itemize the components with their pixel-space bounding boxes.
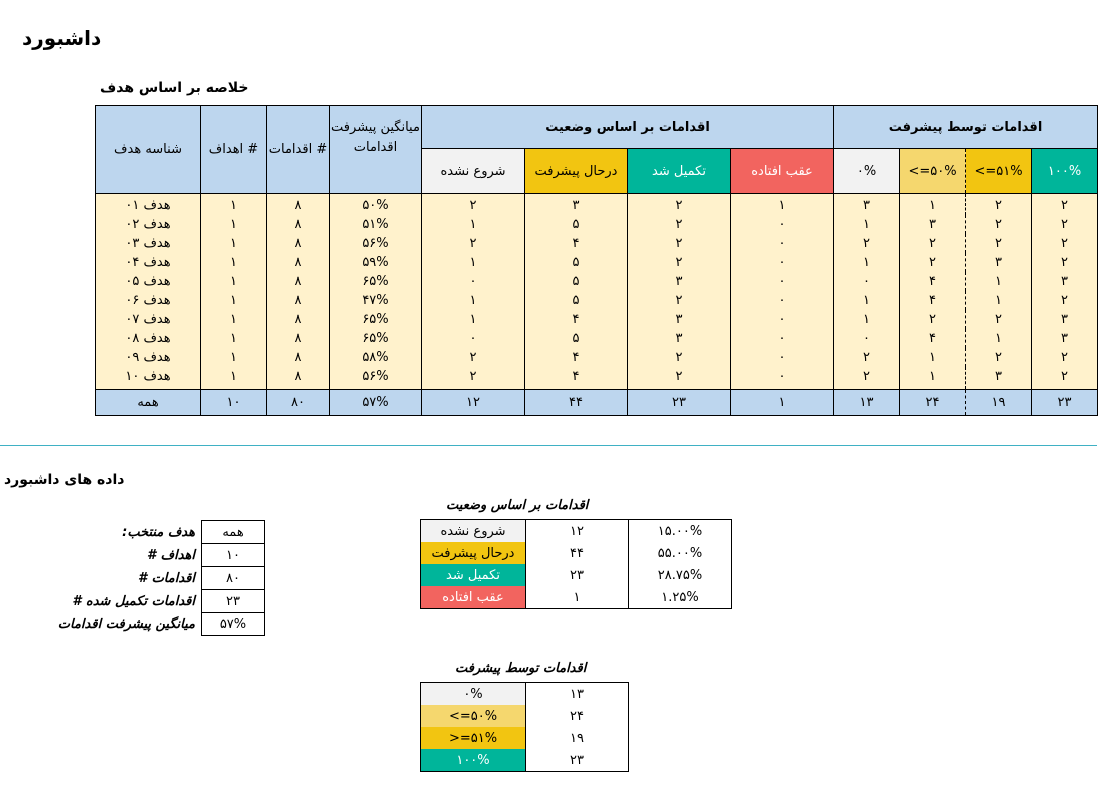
cell-avg-progress: ۴۷% bbox=[330, 291, 422, 310]
table-row bbox=[96, 215, 1098, 234]
cell-actions-count: ۸ bbox=[267, 215, 330, 234]
cell-p51: ۱ bbox=[966, 291, 1032, 310]
cell-actions-count: ۸ bbox=[267, 291, 330, 310]
cell-not-started: ۲ bbox=[422, 194, 525, 216]
cell-p50: ۴ bbox=[900, 272, 966, 291]
cell-goals-count: ۱ bbox=[201, 234, 267, 253]
cell-completed: ۲ bbox=[628, 194, 731, 216]
status-name: عقب افتاده bbox=[421, 586, 526, 609]
selection-row bbox=[43, 567, 265, 590]
goals-count-header: اهداف # bbox=[201, 106, 267, 194]
cell-avg-progress: ۶۵% bbox=[330, 272, 422, 291]
status-row bbox=[421, 520, 732, 543]
progress-row bbox=[421, 727, 629, 749]
cell-p50: ۱ bbox=[900, 367, 966, 390]
cell-p50: ۱ bbox=[900, 194, 966, 216]
status-count: ۱ bbox=[526, 586, 629, 609]
cell-p51: ۲ bbox=[966, 234, 1032, 253]
cell-goal-id: هدف ۰۷ bbox=[96, 310, 201, 329]
cell-completed: ۳ bbox=[628, 329, 731, 348]
cell-late: ۰ bbox=[731, 348, 834, 367]
cell-in-progress: ۴ bbox=[525, 310, 628, 329]
cell-p51: ۳ bbox=[966, 367, 1032, 390]
cell-late: ۱ bbox=[731, 194, 834, 216]
cell-late: ۰ bbox=[731, 310, 834, 329]
cell-p0: ۱ bbox=[834, 310, 900, 329]
status-completed-header: تکمیل شد bbox=[628, 149, 731, 194]
by-progress-header: اقدامات توسط پیشرفت bbox=[834, 106, 1098, 149]
cell-p0: ۲ bbox=[834, 348, 900, 367]
cell-p51: ۳ bbox=[966, 253, 1032, 272]
progress-51-header: <=۵۱% bbox=[966, 149, 1032, 194]
cell-completed: ۲ bbox=[628, 215, 731, 234]
summary-section-title: خلاصه بر اساس هدف bbox=[100, 80, 249, 96]
progress-count: ۲۴ bbox=[526, 705, 629, 727]
cell-p100: ۳ bbox=[1032, 310, 1098, 329]
actions-count-value: ۸۰ bbox=[202, 567, 265, 590]
table-row bbox=[96, 272, 1098, 291]
cell-goals-count: ۱ bbox=[201, 367, 267, 390]
cell-late: ۰ bbox=[731, 253, 834, 272]
cell-goals-count: ۱ bbox=[201, 310, 267, 329]
cell-late: ۰ bbox=[731, 234, 834, 253]
cell-not-started: ۲ bbox=[422, 367, 525, 390]
cell-p50: ۲ bbox=[900, 234, 966, 253]
cell-goals-count: ۱ bbox=[201, 272, 267, 291]
cell-goal-id: هدف ۰۸ bbox=[96, 329, 201, 348]
cell-in-progress: ۵ bbox=[525, 291, 628, 310]
total-p50: ۲۴ bbox=[900, 390, 966, 416]
avg-progress-value: ۵۷% bbox=[202, 613, 265, 636]
cell-goal-id: هدف ۰۲ bbox=[96, 215, 201, 234]
cell-completed: ۲ bbox=[628, 234, 731, 253]
cell-p50: ۴ bbox=[900, 291, 966, 310]
cell-in-progress: ۳ bbox=[525, 194, 628, 216]
progress-count: ۲۳ bbox=[526, 749, 629, 772]
cell-p100: ۲ bbox=[1032, 348, 1098, 367]
cell-goal-id: هدف ۰۶ bbox=[96, 291, 201, 310]
cell-p50: ۱ bbox=[900, 348, 966, 367]
cell-not-started: ۰ bbox=[422, 272, 525, 291]
cell-completed: ۲ bbox=[628, 348, 731, 367]
status-table-caption: اقدامات بر اساس وضعیت bbox=[446, 498, 589, 513]
cell-p100: ۲ bbox=[1032, 234, 1098, 253]
cell-p0: ۱ bbox=[834, 215, 900, 234]
section-divider bbox=[0, 445, 1097, 446]
total-avg: ۵۷% bbox=[330, 390, 422, 416]
actions-count-label: اقدامات # bbox=[138, 570, 195, 586]
selection-table bbox=[43, 520, 265, 636]
total-goal: همه bbox=[96, 390, 201, 416]
cell-p100: ۲ bbox=[1032, 291, 1098, 310]
cell-p50: ۲ bbox=[900, 310, 966, 329]
status-pct: ۱۵.۰۰% bbox=[629, 520, 732, 543]
cell-p51: ۲ bbox=[966, 215, 1032, 234]
status-pct: ۱.۲۵% bbox=[629, 586, 732, 609]
cell-completed: ۲ bbox=[628, 367, 731, 390]
progress-count: ۱۳ bbox=[526, 683, 629, 706]
progress-name: ۰% bbox=[421, 683, 526, 706]
cell-p0: ۱ bbox=[834, 291, 900, 310]
cell-actions-count: ۸ bbox=[267, 329, 330, 348]
cell-p50: ۲ bbox=[900, 253, 966, 272]
total-late: ۱ bbox=[731, 390, 834, 416]
status-row bbox=[421, 564, 732, 586]
cell-avg-progress: ۵۸% bbox=[330, 348, 422, 367]
progress-name: >=۵۱% bbox=[421, 727, 526, 749]
table-row bbox=[96, 234, 1098, 253]
cell-p100: ۲ bbox=[1032, 367, 1098, 390]
cell-p51: ۱ bbox=[966, 329, 1032, 348]
total-row bbox=[96, 390, 1098, 416]
cell-p51: ۲ bbox=[966, 310, 1032, 329]
selection-row bbox=[43, 521, 265, 544]
cell-p0: ۳ bbox=[834, 194, 900, 216]
cell-p0: ۲ bbox=[834, 367, 900, 390]
cell-p0: ۰ bbox=[834, 329, 900, 348]
status-late-header: عقب افتاده bbox=[731, 149, 834, 194]
status-count: ۱۲ bbox=[526, 520, 629, 543]
cell-avg-progress: ۶۵% bbox=[330, 329, 422, 348]
total-goals: ۱۰ bbox=[201, 390, 267, 416]
avg-progress-header: میانگین پیشرفت اقدامات bbox=[330, 106, 422, 194]
cell-goals-count: ۱ bbox=[201, 215, 267, 234]
cell-actions-count: ۸ bbox=[267, 194, 330, 216]
cell-p100: ۲ bbox=[1032, 215, 1098, 234]
cell-late: ۰ bbox=[731, 329, 834, 348]
selected-goal-label: هدف منتخب: bbox=[122, 524, 195, 540]
table-row bbox=[96, 310, 1098, 329]
progress-name: ۱۰۰% bbox=[421, 749, 526, 772]
cell-goal-id: هدف ۱۰ bbox=[96, 367, 201, 390]
table-row bbox=[96, 253, 1098, 272]
table-row bbox=[96, 367, 1098, 390]
progress-table bbox=[420, 682, 629, 772]
cell-late: ۰ bbox=[731, 215, 834, 234]
progress-count: ۱۹ bbox=[526, 727, 629, 749]
cell-actions-count: ۸ bbox=[267, 310, 330, 329]
progress-100-header: ۱۰۰% bbox=[1032, 149, 1098, 194]
cell-in-progress: ۴ bbox=[525, 348, 628, 367]
cell-not-started: ۲ bbox=[422, 348, 525, 367]
cell-in-progress: ۵ bbox=[525, 329, 628, 348]
cell-p100: ۲ bbox=[1032, 253, 1098, 272]
status-name: درحال پیشرفت bbox=[421, 542, 526, 564]
total-not-started: ۱۲ bbox=[422, 390, 525, 416]
cell-goal-id: هدف ۰۴ bbox=[96, 253, 201, 272]
completed-actions-label: اقدامات تکمیل شده # bbox=[72, 593, 195, 609]
cell-in-progress: ۵ bbox=[525, 215, 628, 234]
status-name: تکمیل شد bbox=[421, 564, 526, 586]
total-p0: ۱۳ bbox=[834, 390, 900, 416]
cell-completed: ۳ bbox=[628, 310, 731, 329]
cell-avg-progress: ۵۹% bbox=[330, 253, 422, 272]
total-in-progress: ۴۴ bbox=[525, 390, 628, 416]
cell-p100: ۳ bbox=[1032, 272, 1098, 291]
cell-avg-progress: ۵۰% bbox=[330, 194, 422, 216]
cell-in-progress: ۴ bbox=[525, 234, 628, 253]
cell-p100: ۲ bbox=[1032, 194, 1098, 216]
cell-p0: ۲ bbox=[834, 234, 900, 253]
cell-not-started: ۱ bbox=[422, 310, 525, 329]
goal-id-header: شناسه هدف bbox=[96, 106, 201, 194]
cell-actions-count: ۸ bbox=[267, 272, 330, 291]
status-count: ۲۳ bbox=[526, 564, 629, 586]
cell-goals-count: ۱ bbox=[201, 291, 267, 310]
cell-in-progress: ۴ bbox=[525, 367, 628, 390]
by-status-header: اقدامات بر اساس وضعیت bbox=[422, 106, 834, 149]
cell-late: ۰ bbox=[731, 272, 834, 291]
status-name: شروع نشده bbox=[421, 520, 526, 543]
selection-row bbox=[43, 590, 265, 613]
cell-not-started: ۱ bbox=[422, 215, 525, 234]
selection-row bbox=[43, 613, 265, 636]
cell-p51: ۲ bbox=[966, 348, 1032, 367]
status-table bbox=[420, 519, 732, 609]
actions-count-header: اقدامات # bbox=[267, 106, 330, 194]
progress-table-caption: اقدامات توسط پیشرفت bbox=[455, 661, 587, 676]
cell-completed: ۲ bbox=[628, 253, 731, 272]
goals-count-label: اهداف # bbox=[147, 547, 195, 563]
progress-50-header: <=۵۰% bbox=[900, 149, 966, 194]
total-p100: ۲۳ bbox=[1032, 390, 1098, 416]
cell-not-started: ۲ bbox=[422, 234, 525, 253]
cell-p0: ۰ bbox=[834, 272, 900, 291]
total-completed: ۲۳ bbox=[628, 390, 731, 416]
cell-goals-count: ۱ bbox=[201, 329, 267, 348]
cell-in-progress: ۵ bbox=[525, 272, 628, 291]
dashboard-data-title: داده های داشبورد bbox=[4, 472, 125, 488]
status-not-started-header: شروع نشده bbox=[422, 149, 525, 194]
cell-p100: ۳ bbox=[1032, 329, 1098, 348]
cell-goals-count: ۱ bbox=[201, 194, 267, 216]
selected-goal-value[interactable]: همه bbox=[202, 521, 265, 544]
progress-0-header: ۰% bbox=[834, 149, 900, 194]
status-in-progress-header: درحال پیشرفت bbox=[525, 149, 628, 194]
cell-p50: ۳ bbox=[900, 215, 966, 234]
cell-late: ۰ bbox=[731, 291, 834, 310]
status-row bbox=[421, 542, 732, 564]
cell-p50: ۴ bbox=[900, 329, 966, 348]
cell-not-started: ۰ bbox=[422, 329, 525, 348]
page-title: داشبورد bbox=[22, 26, 102, 50]
summary-table bbox=[95, 105, 1098, 416]
progress-name: <=۵۰% bbox=[421, 705, 526, 727]
table-row bbox=[96, 329, 1098, 348]
progress-row bbox=[421, 705, 629, 727]
cell-p51: ۱ bbox=[966, 272, 1032, 291]
cell-completed: ۲ bbox=[628, 291, 731, 310]
cell-actions-count: ۸ bbox=[267, 234, 330, 253]
cell-p0: ۱ bbox=[834, 253, 900, 272]
cell-goal-id: هدف ۰۹ bbox=[96, 348, 201, 367]
cell-avg-progress: ۵۶% bbox=[330, 367, 422, 390]
avg-progress-label: میانگین پیشرفت اقدامات bbox=[57, 616, 195, 632]
cell-goals-count: ۱ bbox=[201, 253, 267, 272]
status-count: ۴۴ bbox=[526, 542, 629, 564]
table-row bbox=[96, 348, 1098, 367]
cell-avg-progress: ۵۶% bbox=[330, 234, 422, 253]
total-actions: ۸۰ bbox=[267, 390, 330, 416]
cell-not-started: ۱ bbox=[422, 291, 525, 310]
table-row bbox=[96, 291, 1098, 310]
cell-avg-progress: ۶۵% bbox=[330, 310, 422, 329]
cell-avg-progress: ۵۱% bbox=[330, 215, 422, 234]
cell-completed: ۳ bbox=[628, 272, 731, 291]
total-p51: ۱۹ bbox=[966, 390, 1032, 416]
status-pct: ۲۸.۷۵% bbox=[629, 564, 732, 586]
status-pct: ۵۵.۰۰% bbox=[629, 542, 732, 564]
cell-goal-id: هدف ۰۵ bbox=[96, 272, 201, 291]
cell-goal-id: هدف ۰۳ bbox=[96, 234, 201, 253]
selection-row bbox=[43, 544, 265, 567]
cell-goals-count: ۱ bbox=[201, 348, 267, 367]
goals-count-value: ۱۰ bbox=[202, 544, 265, 567]
completed-actions-value: ۲۳ bbox=[202, 590, 265, 613]
cell-not-started: ۱ bbox=[422, 253, 525, 272]
cell-p51: ۲ bbox=[966, 194, 1032, 216]
progress-row bbox=[421, 683, 629, 706]
cell-actions-count: ۸ bbox=[267, 348, 330, 367]
cell-late: ۰ bbox=[731, 367, 834, 390]
status-row bbox=[421, 586, 732, 609]
progress-row bbox=[421, 749, 629, 772]
cell-actions-count: ۸ bbox=[267, 253, 330, 272]
cell-in-progress: ۵ bbox=[525, 253, 628, 272]
cell-goal-id: هدف ۰۱ bbox=[96, 194, 201, 216]
cell-actions-count: ۸ bbox=[267, 367, 330, 390]
table-row bbox=[96, 194, 1098, 216]
